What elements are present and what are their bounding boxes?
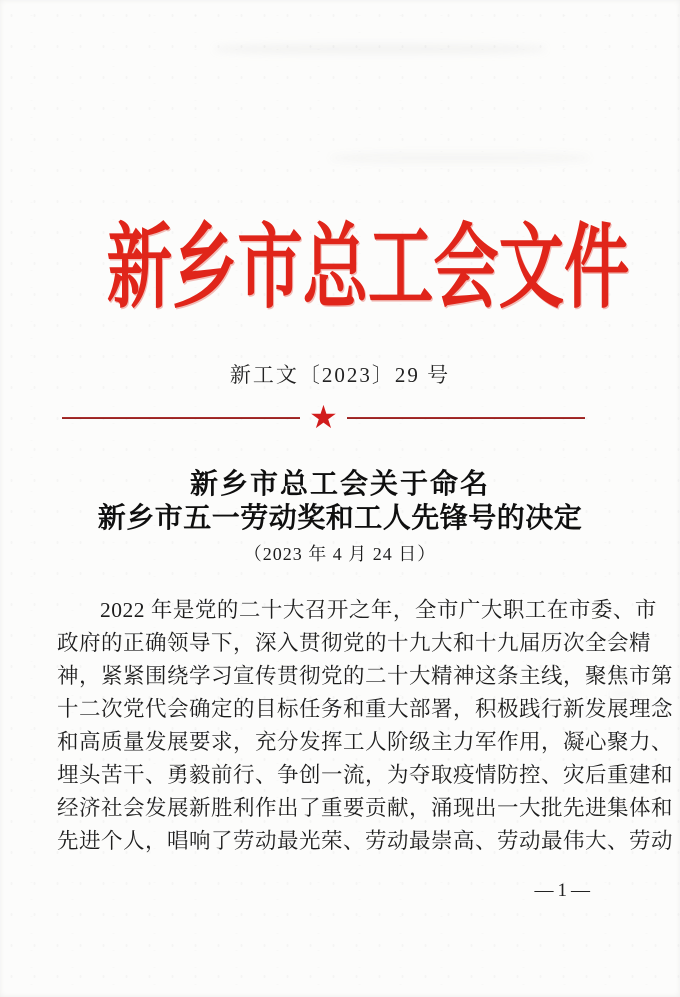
body-text-line: 十二次党代会确定的目标任务和重大部署，积极践行新发展理念 xyxy=(57,697,674,721)
red-header-masthead xyxy=(0,217,680,319)
body-text-line: 和高质量发展要求，充分发挥工人阶级主力军作用，凝心聚力、 xyxy=(57,730,674,754)
document-date: （2023 年 4 月 24 日） xyxy=(243,544,437,564)
org-header-title: 新乡市总工会文件 xyxy=(106,217,630,319)
document-body xyxy=(57,594,674,858)
divider-line-right xyxy=(347,417,585,420)
divider-line-left xyxy=(62,417,300,420)
page-number: —1— xyxy=(534,880,594,901)
body-text-line: 神，紧紧围绕学习宣传贯彻党的二十大精神这条主线，聚焦市第 xyxy=(57,664,674,688)
body-text-line: 埋头苦干、勇毅前行、争创一流，为夺取疫情防控、灾后重建和 xyxy=(57,763,674,787)
doc-number: 新工文〔2023〕29 号 xyxy=(229,363,451,387)
document-title-line-1: 新乡市总工会关于命名 xyxy=(189,469,490,500)
red-divider xyxy=(62,399,585,435)
body-text-line: 先进个人，唱响了劳动最光荣、劳动最崇高、劳动最伟大、劳动 xyxy=(57,829,674,853)
document-title-line-2: 新乡市五一劳动奖和工人先锋号的决定 xyxy=(97,503,583,534)
body-text-line: 政府的正确领导下，深入贯彻党的十九大和十九届历次全会精 xyxy=(57,631,652,655)
scan-smudge xyxy=(215,44,545,54)
star-icon: ★ xyxy=(309,399,338,435)
body-text-line: 经济社会发展新胜利作出了重要贡献，涌现出一大批先进集体和 xyxy=(57,796,674,820)
scan-smudge xyxy=(330,152,590,164)
body-text-line: 2022 年是党的二十大召开之年，全市广大职工在市委、市 xyxy=(100,598,657,622)
